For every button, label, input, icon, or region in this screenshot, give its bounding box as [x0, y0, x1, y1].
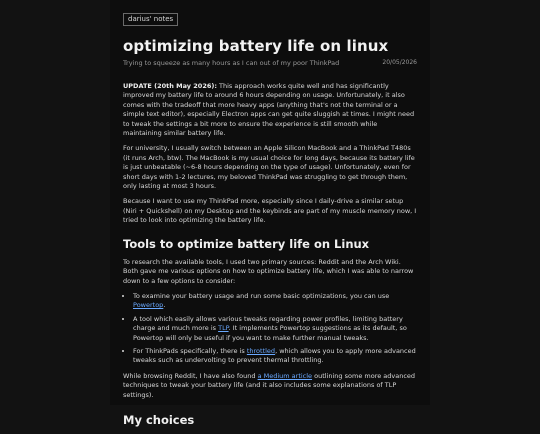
- list-item: [133, 315, 417, 343]
- list-item-text: To examine your battery usage and run some basic optimizations, you can use: [133, 291, 390, 300]
- list-item-text: A tool which easily allows various tweaks regarding power profiles, limiting battery charge and much more is: [133, 314, 403, 333]
- closing-text: While browsing Reddit, I have also found: [123, 371, 258, 380]
- list-item: [133, 292, 417, 311]
- intro-paragraph: For university, I usually switch between an Apple Silicon MacBook and a ThinkPad T480s (it runs Arch, btw). The MacBook is my usual choice for long days, because its battery life is just unbeatable (~6-8 hours depending on the type of usage). Unfortunately, even for short days with 1-2 lectures, my beloved ThinkPad was struggling to get through them, only lasting at most 3 hours.: [123, 144, 415, 191]
- post-title: optimizing battery life on linux: [123, 37, 389, 55]
- page-container: [110, 0, 430, 427]
- list-item: [133, 347, 417, 366]
- list-item-text: .: [163, 301, 166, 310]
- medium-article-link[interactable]: a Medium article: [257, 371, 313, 380]
- closing-text: outlining some more advanced techniques to tweak your battery life (and it also includes some explanations of TLP settings).: [123, 371, 416, 399]
- throttled-link[interactable]: throttled: [246, 346, 276, 355]
- list-item-text: , which allows you to apply more advanced tweaks such as undervolting to prevent thermal throttling.: [133, 346, 416, 365]
- section-heading-choices: My choices: [123, 412, 195, 427]
- post-date: 20/05/2026: [382, 59, 417, 66]
- section-heading-tools: Tools to optimize battery life on Linux: [123, 236, 370, 251]
- update-text: This approach works quite well and has significantly improved my battery life to around 6 hours depending on usage. Unfortunately, it also comes with the tradeoff that more heavy apps (anything that's not the terminal or a simple text editor), especially Electron apps can get quite sluggish at times. I might need to tweak the settings a bit more to ensure the experience is still smooth while maintaining similar battery life.: [123, 82, 415, 138]
- post-content: [123, 82, 417, 434]
- closing-paragraph: [123, 372, 417, 400]
- motivation-paragraph: Because I want to use my ThinkPad more, especially since I daily-drive a similar setup (Niri + Quickshell) on my Desktop and the keybinds are part of my muscle memory now, I tried to look into optimizing the battery life.: [123, 197, 417, 225]
- powertop-link[interactable]: Powertop: [133, 301, 164, 310]
- tools-list: [123, 292, 417, 366]
- update-paragraph: [123, 82, 417, 138]
- tlp-link[interactable]: TLP: [218, 324, 229, 333]
- post-meta: [123, 58, 417, 68]
- tools-intro-paragraph: To research the available tools, I used two primary sources: Reddit and the Arch Wiki. Both gave me various options on how to optimize battery life, which I was able to narrow down to a few options to consider:: [123, 257, 414, 285]
- site-name-link[interactable]: darius' notes: [123, 13, 178, 26]
- update-label: UPDATE (20th May 2026):: [123, 82, 217, 90]
- post-subtitle: Trying to squeeze as many hours as I can out of my poor ThinkPad: [123, 59, 340, 67]
- list-item-text: For ThinkPads specifically, there is: [133, 346, 247, 355]
- list-item-text: . It implements Powertop suggestions as its default, so Powertop will only be useful if you want to make further manual tweaks.: [133, 324, 407, 342]
